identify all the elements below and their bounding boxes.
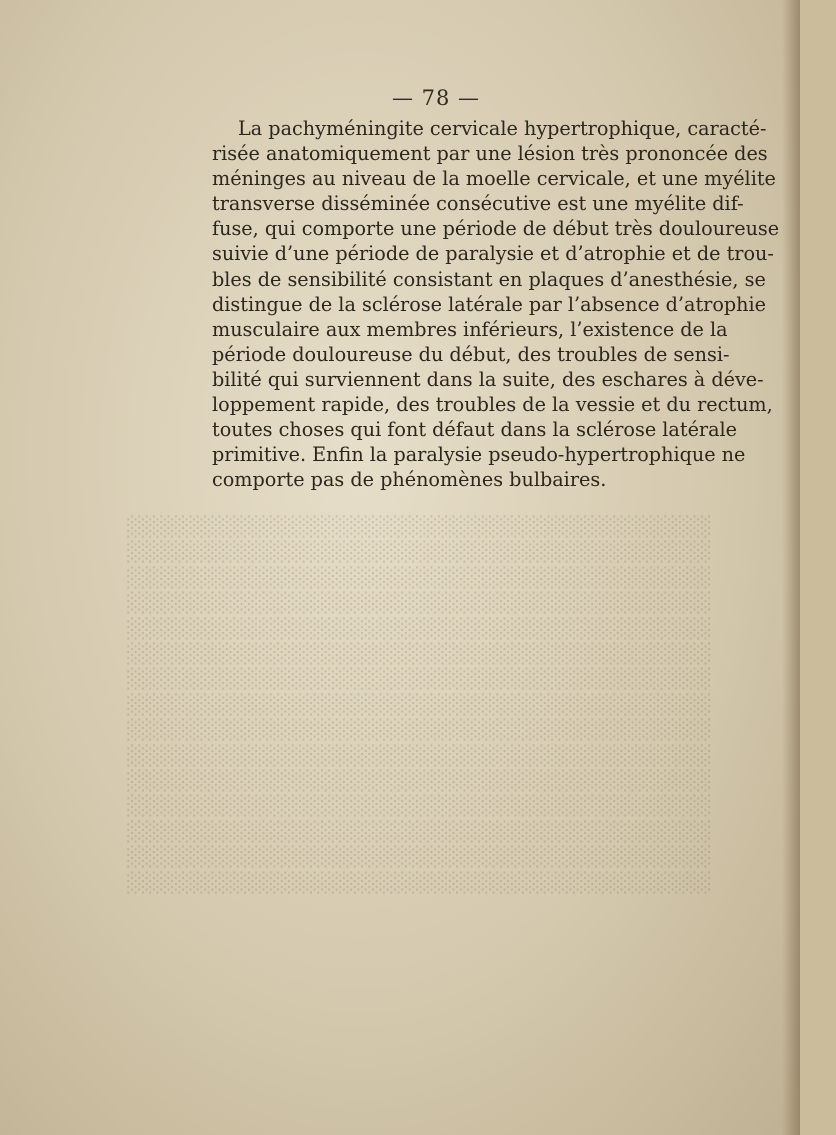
show-through-texture: ░░░░░░░░░░░░░░░░░░░░░░░░░░░░░░░░░░░░░░░░ ░░░░░░░░░░░░░░░░░░░░░░░░░░░░░░░░░░░░░░░░ ░░░░░░░░░░░░░░░░░░░░░░░░░░░░░░░░░░░░░░░░ ░░░░░░░░░░░░░░░░░░░░░░░░░░░░░░░░░░░░░░░░ ░░░░░░░░░░░░░░░░░░░░░░░░░░░░░░░░░░░░░░░░ ░░░░░░░░░░░░░░░░░░░░░░░░░░░░░░░░░░░░░░░░ ░░░░░░░░░░░░░░░░░░░░░░░░░░░░░░░░░░░░░░░░ ░░░░░░░░░░░░░░░░░░░░░░░░░░░░░░░░░░░░░░░░ ░░░░░░░░░░░░░░░░░░░░░░░░░░░░░░░░░░░░░░░░ ░░░░░░░░░░░░░░░░░░░░░░░░░░░░░░░░░░░░░░░░ ░░░░░░░░░░░░░░░░░░░░░░░░░░░░░░░░░░░░░░░░ ░░░░░░░░░░░░░░░░░░░░░░░░░░░░░░░░░░░░░░░░ ░░░░░░░░░░░░░░░░░░░░░░░░░░░░░░░░░░░░░░░░ ░░░░░░░░░░░░░░░░░░░░░░░░░░░░░░░░░░░░░░░░ ░░░░░░░░░░░░░░░░░░░░░░░░░░░░░░░░░░░░░░░░ (125, 516, 710, 894)
page-number: — 78 — (391, 86, 481, 110)
page-edge-shadow (782, 0, 800, 1135)
paragraph-line: toutes choses qui font défaut dans la sclérose latérale (212, 418, 738, 442)
paragraph-line: risée anatomiquement par une lésion très prononcée des (212, 142, 768, 166)
paragraph-line: La pachyméningite cervicale hypertrophique, caracté- (238, 117, 767, 140)
paragraph-line: primitive. Enfin la paralysie pseudo-hypertrophique ne (212, 443, 746, 467)
paragraph-line: suivie d’une période de paralysie et d’atrophie et de trou- (212, 242, 774, 266)
body-paragraph (212, 116, 780, 492)
paragraph-line: musculaire aux membres inférieurs, l’existence de la (212, 317, 728, 341)
paragraph-line: distingue de la sclérose latérale par l’absence d’atrophie (212, 292, 767, 316)
paragraph-line: fuse, qui comporte une période de début très douloureuse (212, 217, 780, 241)
paragraph-line: loppement rapide, des troubles de la vessie et du rectum, (212, 393, 773, 417)
paragraph-line: bles de sensibilité consistant en plaques d’anesthésie, se (212, 267, 766, 291)
paragraph-line: comporte pas de phénomènes bulbaires. (212, 468, 607, 492)
paragraph-line: période douloureuse du début, des troubles de sensi- (212, 342, 730, 366)
paragraph-line: méninges au niveau de la moelle cervicale, et une myélite (212, 167, 776, 191)
paragraph-line: bilité qui surviennent dans la suite, des eschares à déve- (212, 367, 764, 391)
paragraph-line: transverse disséminée consécutive est une myélite dif- (212, 192, 744, 216)
